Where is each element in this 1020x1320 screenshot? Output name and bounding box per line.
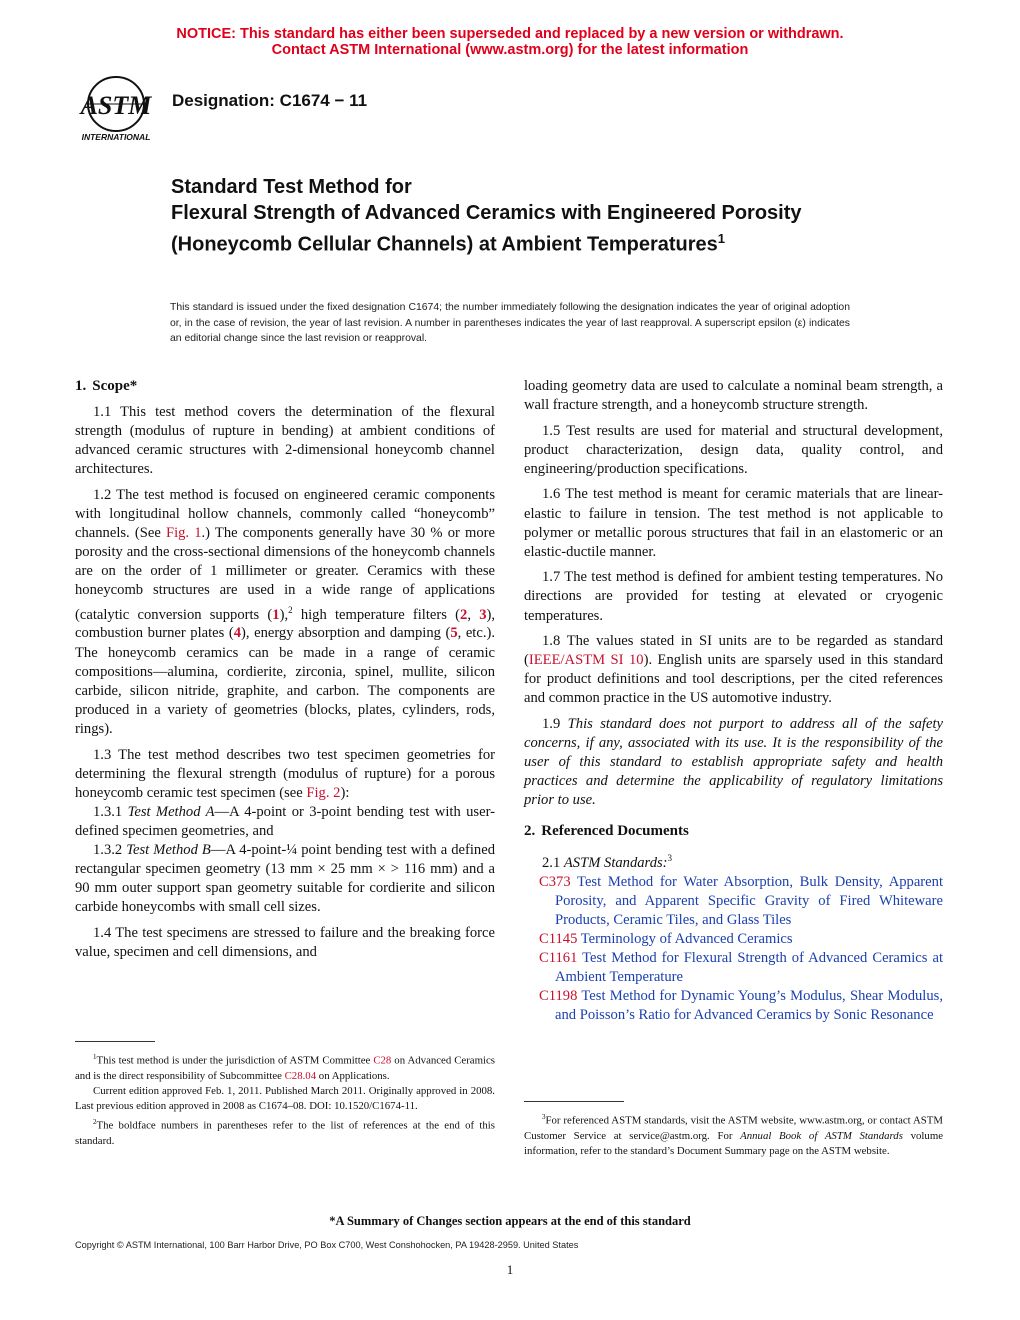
ref-2-link[interactable]: 2 [460, 606, 468, 623]
paragraph-1-4-continued: loading geometry data are used to calculate a nominal beam strength, a wall fracture strength, and a honeycomb structure strength. [524, 378, 943, 414]
issuance-statement: This standard is issued under the fixed designation C1674; the number immediately following the designation indicates the year of original adoption or, in the case of revision, the year of last revision. A number in parentheses indicates the year of last reapproval. A superscript epsilon (ε) indicates an editorial change since the last revision or reapproval. [170, 302, 850, 344]
document-title: Flexural Strength of Advanced Ceramics with Engineered Porosity (Honeycomb Cellular Channels) at Ambient Temperatures$^1$ [171, 202, 802, 256]
svg-text:ASTM: ASTM [80, 91, 152, 120]
paragraph-1-7: 1.7 The test method is defined for ambient testing temperatures. No directions are provided for testing at elevated or cryogenic temperatures. [524, 569, 943, 624]
title-prefix: Standard Test Method for [171, 176, 412, 198]
left-column [75, 377, 495, 969]
footnote-rule-right [524, 1101, 624, 1102]
paragraph-1-3: 1.3 The test method describes two test specimen geometries for determining the flexural strength (modulus of rupture) for a porous honeycomb ceramic test specimen (see Fig. 2): [75, 746, 495, 801]
summary-of-changes-note: *A Summary of Changes section appears at the end of this standard [329, 1214, 691, 1228]
copyright-line: Copyright © ASTM International, 100 Barr Harbor Drive, PO Box C700, West Conshohocken, PA 19428-2959. United States [75, 1240, 579, 1250]
ref-4-link[interactable]: 4 [233, 625, 242, 642]
reference-c373[interactable]: C373 Test Method for Water Absorption, Bulk Density, Apparent Porosity, and Apparent Specific Gravity of Fired Whiteware Products, Ceramic Tiles, and Glass Tiles [539, 873, 943, 928]
fig-2-link[interactable]: Fig. 2 [306, 784, 341, 801]
paragraph-1-9: 1.9 This standard does not purport to address all of the safety concerns, if any, associated with its use. It is the responsibility of the user of this standard to establish appropriate safety and health practices and determine the applicability of regulatory limitations prior to use. [524, 716, 943, 809]
paragraph-1-2: 1.2 The test method is focused on engineered ceramic components with longitudinal hollow channels, commonly called “honeycomb” channels. (See Fig. 1.) The components generally have 30 % or more porosity and the cross-sectional dimensions of the honeycomb channels are on the order of 1 millimeter or greater. Ceramics with these honeycomb structures are used in a wide range of applications (catalytic conversion supports (1),$^2$ high temperature filters (2, 3), combustion burner plates (4), energy absorption and damping (5, etc.). The honeycomb ceramics can be made in a range of ceramic compositions—alumina, cordierite, zirconia, spinel, mullite, silicon carbide, silicon nitride, graphite, and carbon. The components are produced in a variety of geometries (blocks, plates, cylinders, rods, rings). [75, 486, 495, 737]
c28-04-link[interactable]: C28.04 [284, 1069, 317, 1082]
ref-1-link[interactable]: 1 [272, 606, 280, 623]
section-1-heading: 1. Scope* [75, 378, 138, 394]
paragraph-1-8: 1.8 The values stated in SI units are to be regarded as standard (IEEE/ASTM SI 10). English units are sparsely used in this standard for product definitions and tool descriptions, per the cited references and common practice in the US automotive industry. [524, 633, 944, 707]
ref-5-link[interactable]: 5 [450, 625, 458, 642]
paragraph-1-4: 1.4 The test specimens are stressed to failure and the breaking force value, specimen and cell dimensions, and [75, 924, 495, 960]
notice-line-1: NOTICE: This standard has either been superseded and replaced by a new version or withdrawn. [176, 26, 844, 42]
footnotes-right [524, 1110, 943, 1159]
astm-logo [72, 74, 162, 144]
fig-1-link[interactable]: Fig. 1 [165, 525, 202, 542]
notice-line-2: Contact ASTM International (www.astm.org) for the latest information [271, 42, 749, 58]
section-2-heading: 2. Referenced Documents [524, 823, 689, 840]
footnotes-left [75, 1050, 495, 1149]
referenced-documents-list [524, 873, 943, 1026]
reference-c1145[interactable]: C1145 Terminology of Advanced Ceramics [539, 930, 793, 947]
ref-3-link[interactable]: 3 [479, 606, 487, 623]
reference-c1161[interactable]: C1161 Test Method for Flexural Strength of Advanced Ceramics at Ambient Temperature [539, 949, 943, 985]
paragraph-2-1: 2.1 ASTM Standards:$^3$ [542, 852, 673, 871]
designation: Designation: C1674 − 11 [172, 91, 368, 110]
footnote-rule-left [75, 1041, 155, 1042]
paragraph-1-3-1: 1.3.1 Test Method A—A 4-point or 3-point bending test with user-defined specimen geometries, and [75, 803, 495, 839]
svg-text:INTERNATIONAL: INTERNATIONAL [81, 132, 151, 142]
c28-link[interactable]: C28 [373, 1054, 392, 1067]
reference-c1198[interactable]: C1198 Test Method for Dynamic Young’s Modulus, Shear Modulus, and Poisson’s Ratio for Advanced Ceramics by Sonic Resonance [539, 988, 943, 1024]
page-number: 1 [506, 1262, 514, 1277]
footnote-1: $^1$This test method is under the jurisdiction of ASTM Committee C28 on Advanced Ceramics and is the direct responsibility of Subcommittee C28.04 on Applications. [75, 1053, 495, 1082]
footnote-3: $^3$For referenced ASTM standards, visit the ASTM website, www.astm.org, or contact ASTM Customer Service at service@astm.org. For Annual Book of ASTM Standards volume information, refer to the standard’s Document Summary page on the ASTM website. [524, 1113, 944, 1158]
paragraph-1-1: 1.1 This test method covers the determination of the flexural strength (modulus of rupture in bending) at ambient conditions of advanced ceramic structures with 2-dimensional honeycomb channel architectures. [75, 404, 495, 478]
footnote-2: $^2$The boldface numbers in parentheses refer to the list of references at the end of this standard. [75, 1117, 495, 1147]
paragraph-1-6: 1.6 The test method is meant for ceramic materials that are linear-elastic to failure in tension. The test method is not applicable to polymer or metallic porous structures that fail in an elastomeric or an elastic-ductile manner. [524, 486, 943, 560]
footnote-1-edition: Current edition approved Feb. 1, 2011. Published March 2011. Originally approved in 2008. Last previous edition approved in 2008 as C1674–08. DOI: 10.1520/C1674-11. [75, 1085, 495, 1113]
right-column [524, 377, 943, 1025]
paragraph-1-5: 1.5 Test results are used for material and structural development, product characterization, design data, quality control, and engineering/production specifications. [524, 422, 943, 477]
ieee-astm-si10-link[interactable]: IEEE/ASTM SI 10 [528, 652, 644, 669]
paragraph-1-3-2: 1.3.2 Test Method B—A 4-point-¼ point bending test with a defined rectangular specimen geometry (13 mm × 25 mm × > 116 mm) and a 90 mm outer support span geometry suitable for cordierite and silicon carbide honeycombs with small cell sizes. [75, 842, 495, 916]
